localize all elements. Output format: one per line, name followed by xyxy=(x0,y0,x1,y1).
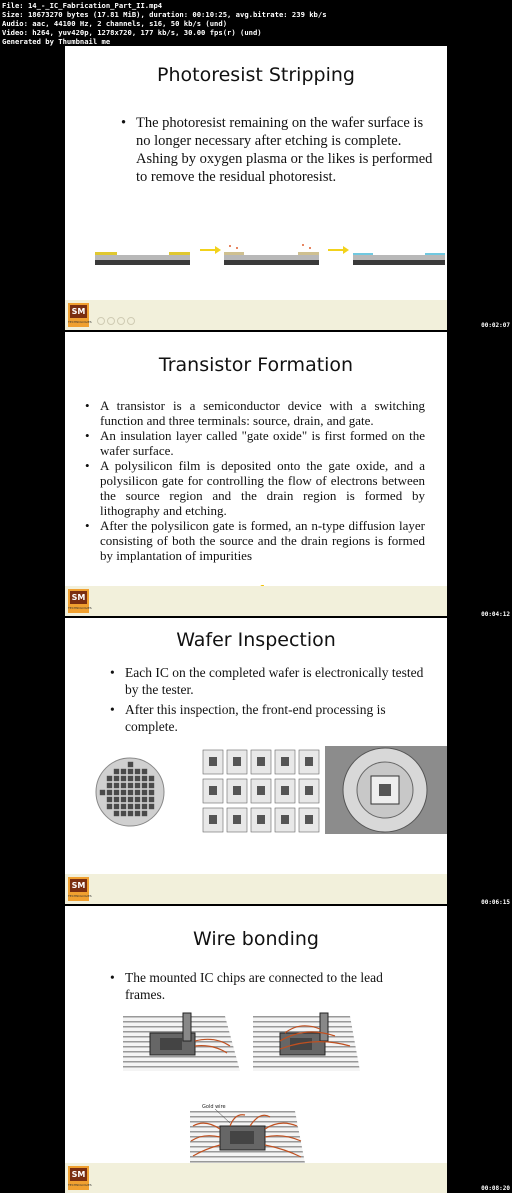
timestamp: 00:02:07 xyxy=(481,322,510,329)
wafer-die xyxy=(107,790,112,795)
chip-core xyxy=(281,786,289,795)
wafer-die xyxy=(128,790,133,795)
wafer-die xyxy=(128,811,133,816)
gold-wire-label: Gold wire xyxy=(202,1104,226,1110)
wafer-die xyxy=(128,769,133,774)
wafer-die xyxy=(114,790,119,795)
video-info: Video: h264, yuv420p, 1278x720, 177 kb/s, 30.00 fps(r) (und) xyxy=(2,28,262,37)
logo: SM TECHNOLOGIES xyxy=(68,589,89,613)
chip-core xyxy=(233,815,241,824)
slide-title: Photoresist Stripping xyxy=(157,64,355,86)
chip-core xyxy=(281,757,289,766)
wafer-die xyxy=(135,783,140,788)
menu-icon[interactable] xyxy=(127,317,135,325)
wafer-die xyxy=(121,769,126,774)
chip-core xyxy=(305,786,313,795)
wafer-die xyxy=(114,797,119,802)
timestamp: 00:06:15 xyxy=(481,899,510,906)
chip-core xyxy=(209,786,217,795)
chip-core xyxy=(257,786,265,795)
chip-core xyxy=(209,757,217,766)
wafer-die xyxy=(128,804,133,809)
wafer-die xyxy=(107,804,112,809)
wafer-die xyxy=(149,804,154,809)
chip-core xyxy=(305,815,313,824)
wafer-die xyxy=(121,797,126,802)
slide-footer xyxy=(65,586,447,616)
prev-icon[interactable] xyxy=(97,317,105,325)
bullet-item: • A transistor is a semiconductor device with a switching function and three terminals: source, drain, and gate. xyxy=(85,398,425,428)
wafer-die xyxy=(142,776,147,781)
slide-footer xyxy=(65,1163,447,1193)
wafer-die xyxy=(121,776,126,781)
wafer-die xyxy=(121,790,126,795)
slide-photoresist-stripping xyxy=(65,46,447,330)
wafer-die xyxy=(114,776,119,781)
audio-info: Audio: aac, 44100 Hz, 2 channels, s16, 50 kb/s (und) xyxy=(2,19,228,28)
bullet-item: • The mounted IC chips are connected to the lead frames. xyxy=(110,969,410,1003)
wafer-before xyxy=(95,252,190,265)
wafer-die xyxy=(128,762,133,767)
wafer-die-map xyxy=(96,758,164,826)
logo: SM TECHNOLOGIES xyxy=(68,303,89,327)
wafer-inspection-images xyxy=(65,742,447,842)
wafer-die xyxy=(142,811,147,816)
wafer-die xyxy=(128,776,133,781)
chip-array xyxy=(200,746,322,834)
wafer-after xyxy=(353,253,445,265)
bullet-list xyxy=(85,398,425,563)
bullet-item: • Each IC on the completed wafer is electronically tested by the tester. xyxy=(110,664,430,698)
bonding-step-1 xyxy=(123,1013,240,1071)
wafer-die xyxy=(107,797,112,802)
bullet-item: • An insulation layer called "gate oxide" is first formed on the wafer surface. xyxy=(85,428,425,458)
slide-wire-bonding xyxy=(65,906,447,1193)
chip-core xyxy=(257,815,265,824)
wafer-die xyxy=(135,804,140,809)
chip-core xyxy=(233,786,241,795)
logo: SM TECHNOLOGIES xyxy=(68,877,89,901)
slide-footer xyxy=(65,300,447,330)
file-info-header xyxy=(2,1,327,46)
wafer-die xyxy=(114,783,119,788)
chip-core xyxy=(281,815,289,824)
file-name: File: 14_-_IC_Fabrication_Part_II.mp4 xyxy=(2,1,163,10)
bullet-item: • The photoresist remaining on the wafer surface is no longer necessary after etching is complete. Ashing by oxygen plasma or the likes is performed to remove the residual photoresist. xyxy=(121,114,439,186)
wafer-die xyxy=(135,797,140,802)
timestamp: 00:08:20 xyxy=(481,1185,510,1192)
wafer-die xyxy=(100,790,105,795)
play-icon[interactable] xyxy=(107,317,115,325)
wafer-die xyxy=(107,783,112,788)
bullet-list xyxy=(110,664,430,735)
arrow-icon xyxy=(328,246,349,254)
bullet-item: • After this inspection, the front-end processing is complete. xyxy=(110,701,430,735)
bonding-step-2 xyxy=(253,1013,360,1071)
slide-wafer-inspection xyxy=(65,618,447,904)
chip-core xyxy=(209,815,217,824)
wafer-die xyxy=(114,811,119,816)
stripping-process-diagram xyxy=(65,238,447,278)
playback-controls[interactable] xyxy=(97,310,141,318)
bonding-final xyxy=(190,1104,305,1163)
chip-core xyxy=(233,757,241,766)
bullet-list xyxy=(121,114,439,186)
wafer-die xyxy=(128,797,133,802)
timestamp: 00:04:12 xyxy=(481,611,510,618)
wafer-die xyxy=(135,769,140,774)
wafer-die xyxy=(142,797,147,802)
wafer-die xyxy=(149,797,154,802)
file-size: Size: 18673270 bytes (17.81 MiB), duration: 00:10:25, avg.bitrate: 239 kb/s xyxy=(2,10,327,19)
wafer-die xyxy=(135,811,140,816)
bullet-item: • A polysilicon film is deposited onto the gate oxide, and a polysilicon gate for controlling the flow of electrons between the source region and the drain region is formed by lithography and etching. xyxy=(85,458,425,518)
bullet-item: • After the polysilicon gate is formed, an n-type diffusion layer consisting of both the source and the drain regions is formed by implantation of impurities xyxy=(85,518,425,563)
wafer-die xyxy=(149,776,154,781)
wafer-die xyxy=(121,783,126,788)
probe-card xyxy=(325,746,447,834)
wafer-die xyxy=(107,776,112,781)
wafer-die xyxy=(149,790,154,795)
bullet-list xyxy=(110,969,410,1003)
wafer-during xyxy=(224,244,319,265)
wafer-die xyxy=(114,804,119,809)
arrow-icon xyxy=(200,246,221,254)
wafer-die xyxy=(128,783,133,788)
wafer-die xyxy=(142,769,147,774)
slide-footer xyxy=(65,874,447,904)
wafer-die xyxy=(135,790,140,795)
chip-core xyxy=(257,757,265,766)
next-icon[interactable] xyxy=(117,317,125,325)
chip-core xyxy=(305,757,313,766)
logo: SM TECHNOLOGIES xyxy=(68,1166,89,1190)
wafer-die xyxy=(142,790,147,795)
wafer-die xyxy=(121,811,126,816)
wafer-die xyxy=(135,776,140,781)
wafer-die xyxy=(142,783,147,788)
wafer-die xyxy=(114,769,119,774)
wafer-die xyxy=(121,804,126,809)
slide-title: Wafer Inspection xyxy=(176,629,336,651)
slide-title: Wire bonding xyxy=(193,928,319,950)
slide-title: Transistor Formation xyxy=(158,354,354,376)
wafer-die xyxy=(142,804,147,809)
slide-transistor-formation xyxy=(65,332,447,616)
wafer-die xyxy=(149,783,154,788)
generator-info: Generated by Thumbnail me xyxy=(2,37,111,46)
